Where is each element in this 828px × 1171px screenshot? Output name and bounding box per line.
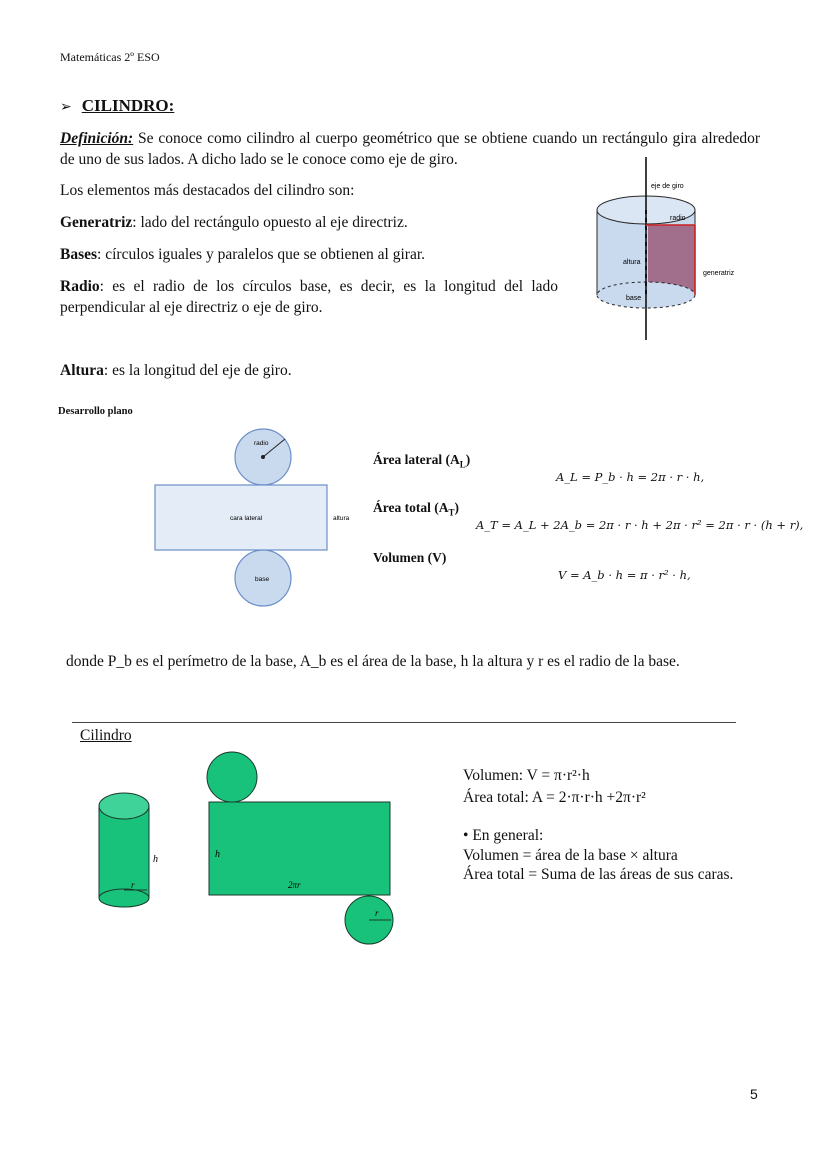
section-title-text: CILINDRO: (81, 96, 175, 115)
radio-term: Radio (60, 278, 100, 295)
summary-title: Cilindro (80, 727, 132, 744)
radius-label: radio (670, 215, 686, 222)
bases-item (60, 244, 425, 265)
net-lateral-label: cara lateral (230, 515, 263, 522)
altura-text: : es la longitud del eje de giro. (103, 362, 292, 379)
lateral-area-label: Área lateral $(A_L)$ (373, 452, 471, 470)
green-net-top-circle (207, 752, 257, 802)
generatriz-text: : lado del rectángulo opuesto al eje directriz. (132, 214, 408, 231)
definition-label: Definición: (60, 130, 134, 147)
net-radius-label: radio (254, 440, 269, 447)
radio-text: : es el radio de los círculos base, es decir, es la longitud del lado perpendicular al eje directriz o eje de giro. (60, 278, 558, 316)
elements-intro: Los elementos más destacados del cilindro son: (60, 182, 355, 199)
net-height-label: altura (333, 515, 350, 522)
volume-formula: V = A_b · h = π · r² · h, (558, 568, 691, 582)
definition-text: Se conoce como cilindro al cuerpo geométrico que se obtiene cuando un rectángulo gira alrededor de uno de sus lados. A dicho lado se le conoce como eje de giro. (60, 130, 760, 168)
radio-item (60, 276, 558, 318)
total-area-label-text: Área total (A (373, 500, 449, 515)
base-label: base (626, 295, 642, 302)
explanation: donde P_b es el perímetro de la base, A_b es el área de la base, h la altura y r es el radio de la base. (66, 653, 680, 670)
arrow-bullet-icon: ➢ (60, 99, 72, 115)
lateral-area-sub: L (459, 459, 466, 470)
green-net-r: r (375, 908, 379, 918)
total-area-label: Área total $(A_T)$ (373, 500, 459, 518)
bases-text: : círculos iguales y paralelos que se obtienen al girar. (97, 246, 426, 263)
summary-area: Área total: A = 2·π·r·h +2π·r² (463, 789, 646, 806)
total-area-sub: T (448, 507, 455, 518)
bullet-icon: • (463, 827, 473, 844)
header-course: Matemáticas 2º ESO (60, 50, 160, 64)
lateral-area-label-text: Área lateral (A (373, 452, 460, 467)
summary-volume: Volumen: V = π·r²·h (463, 767, 590, 784)
green-net-h: h (215, 849, 220, 860)
green-cylinder-bottom (99, 889, 149, 907)
axis-label: eje de giro (651, 183, 684, 190)
altura-item (60, 360, 292, 381)
generatriz-term: Generatriz (60, 214, 133, 231)
height-label: altura (623, 259, 641, 266)
net-diagram (150, 425, 365, 610)
total-area-formula: A_T = A_L + 2A_b = 2π · r · h + 2π · r² = 2π · r · (h + r), (476, 518, 804, 532)
page-number: 5 (750, 1086, 758, 1102)
lateral-area-formula: A_L = P_b · h = 2π · r · h, (556, 470, 705, 484)
section-title (60, 96, 174, 116)
green-net-width: 2πr (288, 880, 301, 890)
summary-general (463, 826, 543, 846)
green-cylinder-body (99, 806, 149, 898)
volume-label: Volumen (V) (373, 550, 447, 565)
divider-line (72, 722, 736, 723)
summary-general-heading: En general: (472, 827, 544, 844)
summary-general-area: Área total = Suma de las áreas de sus caras. (463, 866, 734, 883)
green-cylinder-h: h (153, 854, 158, 865)
altura-term: Altura (60, 362, 104, 379)
summary-general-volume: Volumen = área de la base × altura (463, 847, 678, 864)
cylinder-diagram (585, 155, 755, 345)
net-title: Desarrollo plano (58, 406, 133, 417)
net-center-dot (261, 455, 265, 459)
green-cylinder-diagram (95, 750, 405, 950)
green-cylinder-r: r (131, 880, 135, 890)
bases-term: Bases (60, 246, 98, 263)
net-base-label: base (255, 576, 270, 583)
green-cylinder-top (99, 793, 149, 819)
generatrix-label: generatriz (703, 270, 735, 277)
generatriz-item (60, 212, 408, 233)
